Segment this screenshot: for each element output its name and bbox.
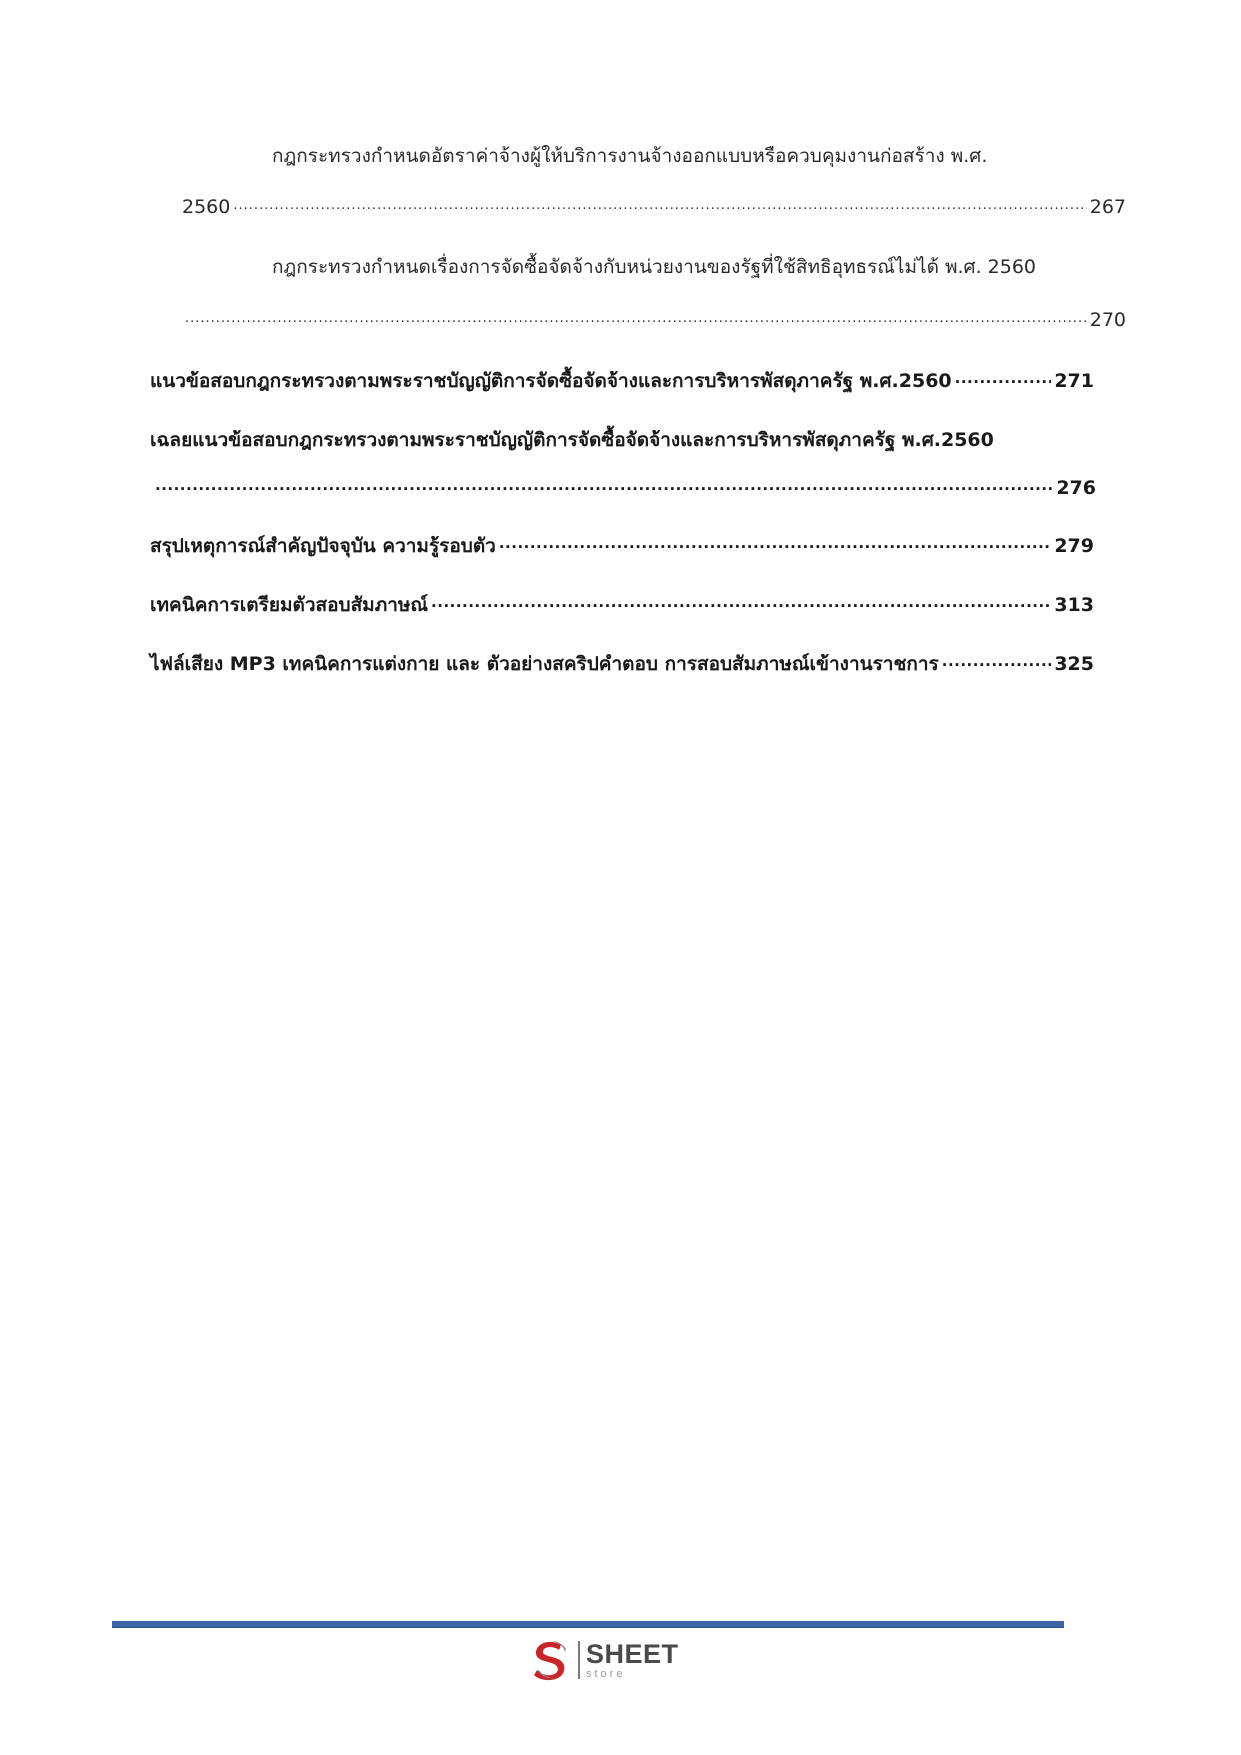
- toc-entry-page: 313: [1054, 594, 1094, 616]
- toc-entry-page: 279: [1054, 535, 1094, 557]
- toc-entry-page: 276: [1056, 476, 1096, 499]
- dot-leader: [155, 473, 1053, 494]
- toc-entry-line: [150, 366, 1094, 396]
- dot-leader: [233, 192, 1086, 213]
- toc-entry-title-continued: 2560: [182, 195, 231, 218]
- toc-entry-line: [150, 531, 1094, 561]
- toc-entry-line: [150, 305, 1126, 331]
- toc-entry-line: [150, 425, 1094, 455]
- dot-leader: [431, 590, 1051, 611]
- toc-entry-page: 270: [1089, 308, 1126, 331]
- toc-entry-title: แนวข้อสอบกฎกระทรวงตามพระราชบัญญัติการจัดซื้อจัดจ้างและการบริหารพัสดุภาครัฐ พ.ศ.2560: [150, 370, 952, 392]
- dot-leader: [955, 366, 1052, 387]
- logo-text: [586, 1638, 679, 1680]
- dot-leader: [942, 649, 1052, 670]
- toc-entry-title: กฎกระทรวงกำหนดอัตราค่าจ้างผู้ให้บริการงานจ้างออกแบบหรือควบคุมงานก่อสร้าง พ.ศ.: [272, 145, 988, 167]
- toc-entry-page: 271: [1054, 370, 1094, 392]
- toc-entry-page: 325: [1054, 653, 1094, 675]
- sheet-store-logo: [528, 1636, 679, 1684]
- toc-entry-line: [150, 473, 1096, 499]
- toc-entry-title: เทคนิคการเตรียมตัวสอบสัมภาษณ์: [150, 594, 429, 616]
- dot-leader: [185, 305, 1087, 326]
- footer-rule: [112, 1621, 1064, 1628]
- toc-entry-line: [150, 141, 1216, 171]
- sheet-store-logo-icon: [528, 1637, 574, 1683]
- dot-leader: [499, 531, 1051, 552]
- toc-entry-title: เฉลยแนวข้อสอบกฎกระทรวงตามพระราชบัญญัติการจัดซื้อจัดจ้างและการบริหารพัสดุภาครัฐ พ.ศ.2560: [150, 429, 994, 451]
- logo-subword: store: [586, 1667, 626, 1680]
- toc-entry-page: 267: [1089, 195, 1126, 218]
- toc-entry-line: [150, 252, 1216, 282]
- logo-word: SHEET: [586, 1638, 679, 1669]
- toc-entry-line: [150, 649, 1094, 679]
- logo-divider: [578, 1641, 580, 1679]
- toc-entry-title: ไฟล์เสียง MP3 เทคนิคการแต่งกาย และ ตัวอย่างสคริปคำตอบ การสอบสัมภาษณ์เข้างานราชการ: [150, 653, 939, 675]
- toc-entry-title: กฎกระทรวงกำหนดเรื่องการจัดซื้อจัดจ้างกับหน่วยงานของรัฐที่ใช้สิทธิอุทธรณ์ไม่ได้ พ.ศ. 2560: [272, 256, 1036, 278]
- toc-entry-title: สรุปเหตุการณ์สำคัญปัจจุบัน ความรู้รอบตัว: [150, 535, 496, 557]
- toc-entry-line: [150, 590, 1094, 620]
- toc-entry-line: [150, 192, 1126, 218]
